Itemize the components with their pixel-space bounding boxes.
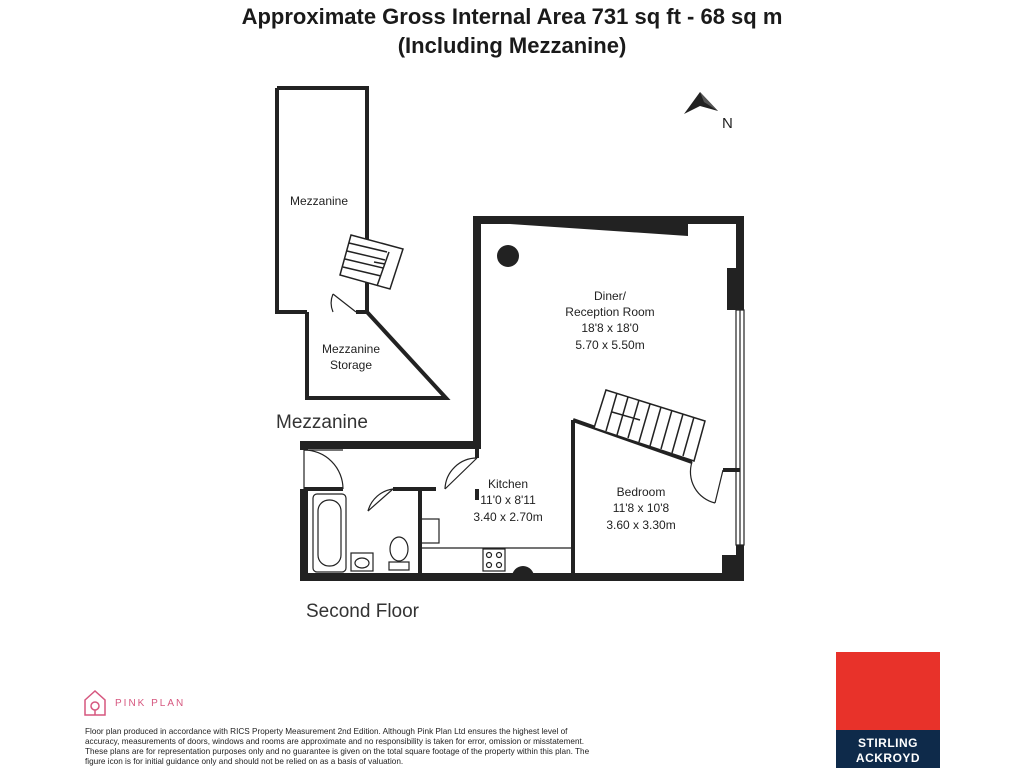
- compass-label: N: [722, 115, 733, 132]
- agent-logo-red-panel: [836, 652, 940, 730]
- compass-icon: [684, 92, 718, 114]
- room-label-diner-1: Diner/: [593, 289, 627, 303]
- pink-plan-brand: PINK PLAN: [115, 698, 186, 709]
- agent-name-line2: ACKROYD: [855, 751, 921, 765]
- floor-label-mezzanine: Mezzanine: [276, 412, 368, 433]
- wall-pier: [722, 555, 740, 577]
- ceiling-beam: [481, 222, 688, 236]
- pink-plan-logo-icon: [85, 691, 105, 715]
- room-size-bedroom-metric: 3.60 x 3.30m: [606, 518, 676, 532]
- agent-name-line1: STIRLING: [858, 736, 918, 750]
- wall-pier: [727, 268, 740, 310]
- room-size-bedroom-imperial: 11'8 x 10'8: [612, 501, 670, 515]
- room-label-bedroom: Bedroom: [616, 485, 666, 499]
- room-label-diner-2: Reception Room: [565, 305, 655, 319]
- page-title: Approximate Gross Internal Area 731 sq ft - 68 sq m: [241, 4, 783, 29]
- mezzanine-door: [331, 294, 356, 312]
- agent-logo: [836, 652, 940, 768]
- diner-stair: [594, 390, 705, 461]
- disclaimer-text: Floor plan produced in accordance with RICS Property Measurement 2nd Edition. Although Pink Plan Ltd ensures the highest level of accuracy, measurements of doors, windows and rooms are approximate and no responsibility is taken for error, omission or misstatement. These plans are for representation purposes only and no guarantee is given on the total square footage of the property within this plan. The figure icon is for initial guidance only and should not be relied on as a basis of valuation.: [85, 727, 590, 766]
- room-size-kitchen-imperial: 11'0 x 8'11: [480, 493, 536, 507]
- room-label-mezzanine-storage-2: Storage: [329, 358, 373, 372]
- room-label-kitchen: Kitchen: [487, 477, 529, 491]
- room-size-diner-metric: 5.70 x 5.50m: [575, 338, 645, 352]
- floor-label-second: Second Floor: [306, 601, 420, 622]
- basin-icon: [351, 553, 373, 571]
- right-window: [736, 310, 744, 545]
- column: [497, 245, 519, 267]
- page-subtitle: (Including Mezzanine): [397, 33, 627, 58]
- toilet-icon: [389, 537, 409, 570]
- kitchen-counter: [420, 519, 573, 571]
- mezzanine-stair: [340, 235, 403, 289]
- room-label-mezzanine-storage-1: Mezzanine: [321, 342, 381, 356]
- room-label-mezzanine: Mezzanine: [290, 194, 349, 208]
- room-size-kitchen-metric: 3.40 x 2.70m: [473, 510, 543, 524]
- bath-icon: [313, 494, 346, 572]
- pipe-boxing: [512, 566, 534, 577]
- room-size-diner-imperial: 18'8 x 18'0: [581, 321, 639, 335]
